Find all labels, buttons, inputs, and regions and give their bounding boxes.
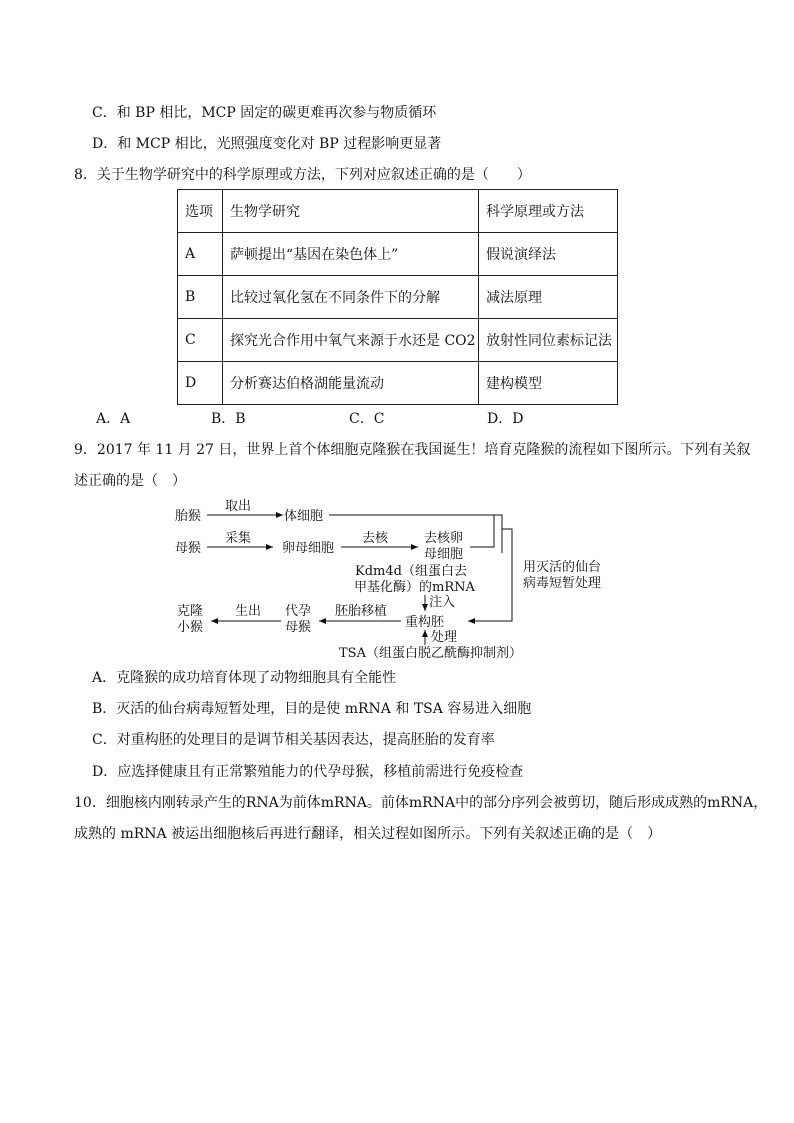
q9-option-d: D．应选择健康且有正常繁殖能力的代孕母猴，移植前需进行免疫检查 — [92, 764, 524, 780]
table-cell: 减法原理 — [479, 276, 618, 319]
mother-monkey-label: 母猴 — [175, 541, 202, 556]
table-row — [178, 362, 618, 405]
q9-option-a: A．克隆猴的成功培育体现了动物细胞具有全能性 — [92, 670, 397, 686]
q9-option-b: B．灭活的仙台病毒短暂处理，目的是使 mRNA 和 TSA 容易进入细胞 — [92, 701, 532, 717]
cloning-flow-diagram — [165, 495, 625, 665]
take-out-label: 取出 — [225, 499, 252, 514]
table-row — [178, 319, 618, 362]
collect-label: 采集 — [225, 531, 252, 546]
somatic-cell-label: 体细胞 — [284, 509, 324, 524]
virus-label-1: 用灭活的仙台 — [523, 560, 602, 575]
process-label: 处理 — [431, 630, 458, 645]
born-label: 生出 — [235, 604, 262, 619]
q10-stem-line2: 成熟的 mRNA 被运出细胞核后再进行翻译，相关过程如图所示。下列有关叙述正确的是（ ） — [74, 826, 662, 842]
table-header-cell: 生物学研究 — [223, 190, 479, 233]
enucleated-oocyte-label-2: 母细胞 — [424, 547, 464, 562]
table-cell: 分析赛达伯格湖能量流动 — [223, 362, 479, 405]
surrogate-label-2: 母猴 — [285, 620, 312, 635]
table-cell: 萨顿提出“基因在染色体上” — [223, 233, 479, 276]
q8-answer-a: A．A — [96, 411, 131, 427]
kdm4d-label-1: Kdm4d（组蛋白去 — [355, 564, 467, 579]
enucleate-label: 去核 — [362, 531, 389, 546]
table-cell: 建构模型 — [479, 362, 618, 405]
table-row — [178, 233, 618, 276]
table-cell: D — [178, 362, 223, 405]
inject-label: 注入 — [429, 595, 456, 610]
table-cell: 放射性同位素标记法 — [479, 319, 618, 362]
q8-answer-b: B．B — [211, 411, 246, 427]
table-cell: C — [178, 319, 223, 362]
q9-option-c: C．对重构胚的处理目的是调节相关基因表达，提高胚胎的发育率 — [92, 732, 495, 748]
table-header-cell: 选项 — [178, 190, 223, 233]
q8-table — [177, 189, 618, 405]
surrogate-label-1: 代孕 — [285, 604, 312, 619]
fusion-to-embryo-line — [468, 529, 512, 621]
table-cell: 比较过氧化氢在不同条件下的分解 — [223, 276, 479, 319]
table-cell: A — [178, 233, 223, 276]
tsa-label: TSA（组蛋白脱乙酰酶抑制剂） — [339, 646, 522, 661]
table-row — [178, 276, 618, 319]
fetal-monkey-label: 胎猴 — [175, 509, 202, 524]
table-header-row — [178, 190, 618, 233]
bracket-line — [470, 515, 494, 547]
q9-stem-line1: 9．2017 年 11 月 27 日，世界上首个体细胞克隆猴在我国诞生！培育克隆猴的流程如下图所示。下列有关叙 — [74, 442, 751, 458]
q9-stem-line2: 述正确的是（ ） — [74, 473, 186, 489]
reconstructed-embryo-label: 重构胚 — [405, 615, 445, 630]
q7-option-d: D．和 MCP 相比，光照强度变化对 BP 过程影响更显著 — [92, 136, 442, 152]
q8-answer-c: C．C — [349, 411, 385, 427]
clone-monkey-label-1: 克隆 — [177, 604, 204, 619]
oocyte-label: 卵母细胞 — [282, 541, 335, 556]
q8-stem: 8．关于生物学研究中的科学原理或方法，下列对应叙述正确的是（ ） — [74, 167, 531, 183]
q8-answer-d: D．D — [487, 411, 524, 427]
table-header-cell: 科学原理或方法 — [479, 190, 618, 233]
embryo-transfer-label: 胚胎移植 — [335, 604, 388, 619]
enucleated-oocyte-label-1: 去核卵 — [424, 531, 464, 546]
q7-option-c: C．和 BP 相比，MCP 固定的碳更难再次参与物质循环 — [92, 105, 437, 121]
table-cell: B — [178, 276, 223, 319]
clone-monkey-label-2: 小猴 — [177, 620, 204, 635]
virus-label-2: 病毒短暂处理 — [523, 576, 602, 591]
table-cell: 假说演绎法 — [479, 233, 618, 276]
q10-stem-line1: 10．细胞核内刚转录产生的RNA为前体mRNA。前体mRNA中的部分序列会被剪切，随后形成成熟的mRNA， — [74, 795, 768, 811]
kdm4d-label-2: 甲基化酶）的mRNA — [354, 580, 475, 595]
table-cell: 探究光合作用中氧气来源于水还是 CO2 — [223, 319, 479, 362]
